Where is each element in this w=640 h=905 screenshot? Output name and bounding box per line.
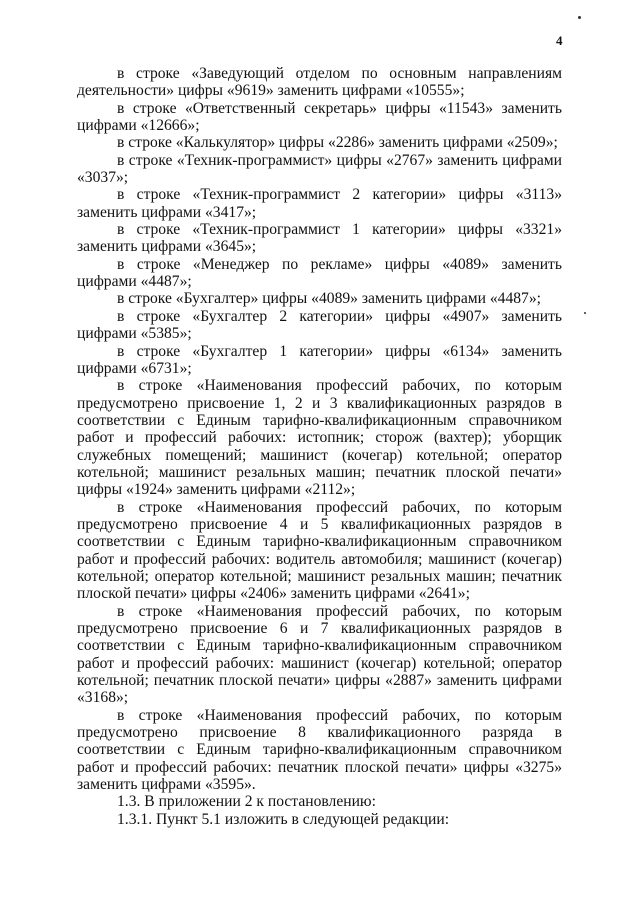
section-heading: 1.3. В приложении 2 к постановлению: bbox=[117, 793, 376, 811]
paragraph: в строке «Ответственный секретарь» цифры «11543» заменить цифрами «12666»; bbox=[77, 99, 562, 135]
paragraph: в строке «Наименования профессий рабочих, по которым предусмотрено присвоение 6 и 7 квалификационных разрядов в соответствии с Единым тарифно-квалификационным справочником работ и профессий рабочих: машинист (кочегар) котельной; оператор котельной; печатник плоской печати» цифры «2887» заменить цифрами «3168»; bbox=[77, 602, 562, 707]
paragraph: в строке «Наименования профессий рабочих, по которым предусмотрено присвоение 4 и 5 квалификационных разрядов в соответствии с Единым тарифно-квалификационным справочником работ и профессий рабочих: водитель автомобиля; машинист (кочегар) котельной; оператор котельной; машинист резальных машин; печатник плоской печати» цифры «2406» заменить цифрами «2641»; bbox=[77, 498, 562, 603]
paragraph: в строке «Заведующий отделом по основным направлениям деятельности» цифры «9619» заменить цифрами «10555»; bbox=[77, 65, 562, 100]
paragraph: в строке «Техник-программист 2 категории» цифры «3113» заменить цифрами «3417»; bbox=[77, 186, 562, 221]
document-body bbox=[77, 65, 562, 828]
scan-speck bbox=[578, 16, 581, 19]
section-heading: 1.3.1. Пункт 5.1 изложить в следующей редакции: bbox=[117, 810, 450, 828]
paragraph: в строке «Техник-программист 1 категории» цифры «3321» заменить цифрами «3645»; bbox=[77, 221, 562, 256]
paragraph: в строке «Наименования профессий рабочих, по которым предусмотрено присвоение 8 квалификационного разряда в соответствии с Единым тарифно-квалификационным справочником работ и профессий рабочих: печатник плоской печати» цифры «3275» заменить цифрами «3595». bbox=[77, 706, 562, 794]
paragraph: в строке «Техник-программист» цифры «2767» заменить цифрами «3037»; bbox=[77, 151, 562, 187]
scan-speck bbox=[584, 312, 586, 314]
paragraph: в строке «Менеджер по рекламе» цифры «4089» заменить цифрами «4487»; bbox=[77, 255, 562, 291]
paragraph: в строке «Калькулятор» цифры «2286» заменить цифрами «2509»; bbox=[117, 134, 558, 152]
paragraph: в строке «Наименования профессий рабочих, по которым предусмотрено присвоение 1, 2 и 3 квалификационных разрядов в соответствии с Единым тарифно-квалификационным справочником работ и профессий рабочих: истопник; сторож (вахтер); уборщик служебных помещений; машинист (кочегар) котельной; оператор котельной; машинист резальных машин; печатник плоской печати» цифры «1924» заменить цифрами «2112»; bbox=[77, 377, 562, 499]
paragraph: в строке «Бухгалтер» цифры «4089» заменить цифрами «4487»; bbox=[117, 290, 541, 308]
page-number: 4 bbox=[556, 33, 563, 48]
paragraph: в строке «Бухгалтер 2 категории» цифры «4907» заменить цифрами «5385»; bbox=[77, 307, 562, 343]
paragraph: в строке «Бухгалтер 1 категории» цифры «6134» заменить цифрами «6731»; bbox=[77, 342, 562, 377]
